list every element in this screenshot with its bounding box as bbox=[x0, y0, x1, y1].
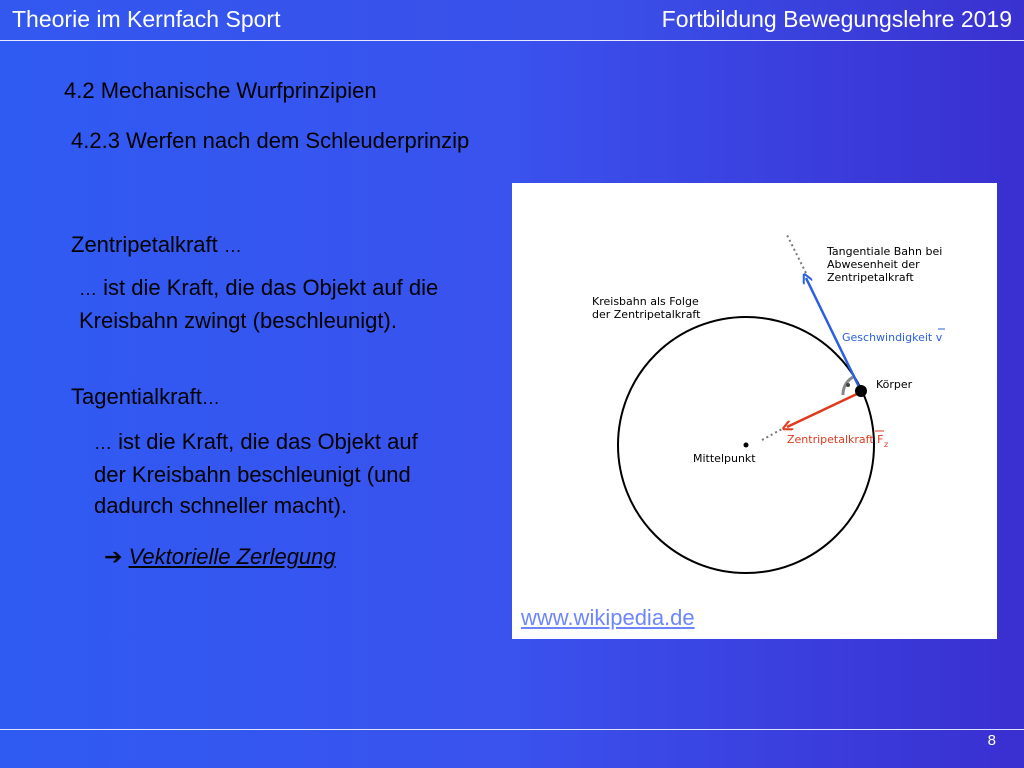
circle-label-line2: der Zentripetalkraft bbox=[592, 308, 701, 321]
centripetal-dotted-line bbox=[762, 429, 782, 440]
tangential-desc-line2: der Kreisbahn beschleunigt (und bbox=[94, 462, 411, 487]
zentripetal-heading bbox=[71, 232, 242, 258]
tangential-desc-line3: dadurch schneller macht). bbox=[94, 493, 348, 518]
tangential-heading bbox=[71, 384, 220, 410]
link-row bbox=[104, 544, 336, 570]
svg-text:Kreisbahn als Folge der bbox=[592, 295, 702, 321]
tangent-label-line1: Tangentiale Bahn bei bbox=[827, 245, 943, 258]
header-title-right: Fortbildung Bewegungslehre 2019 bbox=[661, 6, 1012, 32]
section-title: 4.2 Mechanische Wurfprinzipien bbox=[64, 78, 377, 103]
body-label: Körper bbox=[876, 378, 913, 391]
header-bar bbox=[0, 0, 1024, 41]
source-link[interactable]: www.wikipedia.de bbox=[521, 605, 695, 630]
tangent-label-line2: Abwesenheit der bbox=[827, 258, 920, 271]
velocity-label: Geschwindigkeit v bbox=[842, 331, 943, 344]
zentripetal-description bbox=[79, 272, 438, 336]
tangential-heading-text: Tagentialkraft bbox=[71, 384, 202, 409]
tangent-label-line3: Zentripetalkraft bbox=[827, 271, 914, 284]
body-point bbox=[855, 385, 867, 397]
zentripetal-desc-line2: Kreisbahn zwingt (beschleunigt). bbox=[79, 308, 397, 333]
ellipsis: … bbox=[79, 279, 97, 299]
subsection-title: 4.2.3 Werfen nach dem Schleuderprinzip bbox=[71, 128, 470, 153]
vektorielle-zerlegung-link[interactable]: Vektorielle Zerlegung bbox=[128, 544, 336, 569]
ellipsis: … bbox=[201, 388, 220, 408]
circle-label-line1: Kreisbahn als Folge bbox=[592, 295, 699, 308]
header-title-left: Theorie im Kernfach Sport bbox=[12, 6, 281, 32]
tangential-desc-line1: ist die Kraft, die das Objekt auf bbox=[118, 429, 418, 454]
tangential-description bbox=[94, 426, 418, 521]
ellipsis: … bbox=[94, 433, 112, 453]
force-label: Zentripetalkraft F bbox=[787, 433, 884, 446]
circular-motion-figure bbox=[512, 183, 997, 639]
arrow-right-icon: ➔ bbox=[104, 544, 123, 569]
center-point bbox=[744, 443, 749, 448]
page-number: 8 bbox=[987, 732, 996, 749]
centripetal-force-vector bbox=[787, 393, 859, 427]
svg-text:Tangentiale Bahn bei Abw bbox=[826, 245, 946, 284]
circular-motion-diagram bbox=[512, 183, 997, 639]
force-subscript: z bbox=[884, 440, 889, 449]
center-label: Mittelpunkt bbox=[693, 452, 756, 465]
tangent-dotted-line bbox=[786, 233, 806, 273]
ellipsis: … bbox=[223, 236, 242, 256]
right-angle-dot bbox=[846, 383, 850, 387]
zentripetal-heading-text: Zentripetalkraft bbox=[71, 232, 218, 257]
zentripetal-desc-line1: ist die Kraft, die das Objekt auf die bbox=[103, 275, 439, 300]
footer-divider bbox=[0, 729, 1024, 730]
